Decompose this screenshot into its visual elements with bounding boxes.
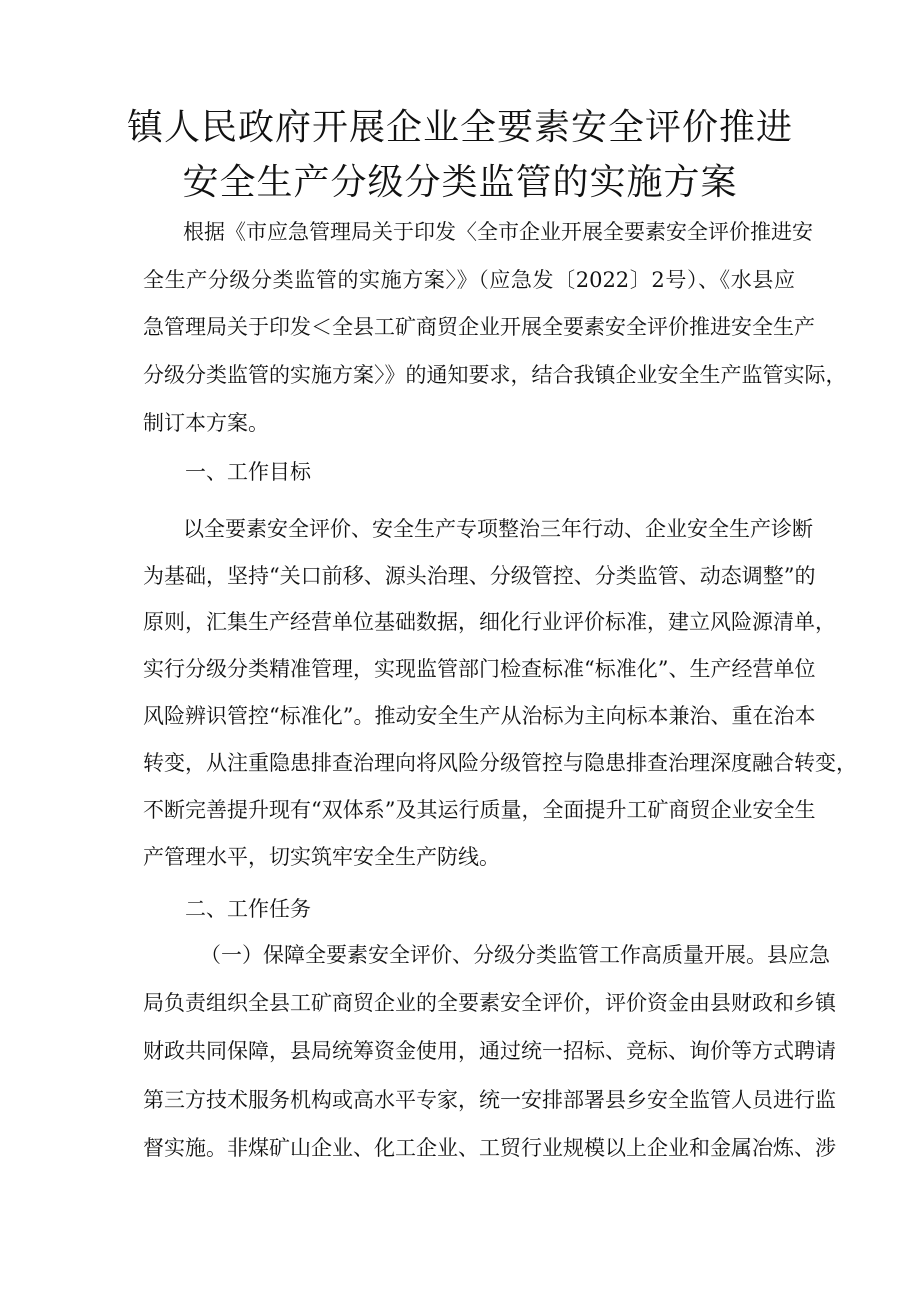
section-heading-goals: 一、工作目标 [185, 460, 311, 484]
section1-line: 风险辨识管控“标准化”。推动安全生产从治标为主向标本兼治、重在治本 [143, 704, 816, 728]
intro-line: 根据《市应急管理局关于印发〈全市企业开展全要素安全评价推进安 [183, 220, 813, 244]
document-title-line-1: 镇人民政府开展企业全要素安全评价推进 [126, 107, 793, 148]
section2-line: （一）保障全要素安全评价、分级分类监管工作高质量开展。县应急 [200, 943, 830, 967]
section1-line: 不断完善提升现有“双体系”及其运行质量，全面提升工矿商贸企业安全生 [143, 798, 816, 822]
section1-line: 原则，汇集生产经营单位基础数据，细化行业评价标准，建立风险源清单， [143, 610, 836, 634]
section-heading-tasks: 二、工作任务 [185, 897, 311, 921]
intro-line: 全生产分级分类监管的实施方案〉》（应急发〔2022〕2号）、《水县应 [143, 268, 795, 292]
intro-line: 急管理局关于印发＜全县工矿商贸企业开展全要素安全评价推进安全生产 [143, 315, 815, 339]
section1-line: 产管理水平，切实筑牢安全生产防线。 [143, 845, 500, 869]
section1-line: 以全要素安全评价、安全生产专项整治三年行动、企业安全生产诊断 [183, 517, 813, 541]
section2-line: 第三方技术服务机构或高水平专家，统一安排部署县乡安全监管人员进行监 [143, 1088, 836, 1112]
intro-line: 制订本方案。 [143, 411, 269, 435]
section2-line: 财政共同保障，县局统筹资金使用，通过统一招标、竞标、询价等方式聘请 [143, 1039, 836, 1063]
intro-line: 分级分类监管的实施方案〉》的通知要求，结合我镇企业安全生产监管实际， [143, 363, 847, 387]
section1-line: 转变，从注重隐患排查治理向将风险分级管控与隐患排查治理深度融合转变， [143, 751, 857, 775]
section2-line: 督实施。非煤矿山企业、化工企业、工贸行业规模以上企业和金属冶炼、涉 [143, 1136, 836, 1160]
section1-line: 为基础，坚持“关口前移、源头治理、分级管控、分类监管、动态调整”的 [143, 564, 816, 588]
section2-line: 局负责组织全县工矿商贸企业的全要素安全评价，评价资金由县财政和乡镇 [143, 991, 836, 1015]
section1-line: 实行分级分类精准管理，实现监管部门检查标准“标准化”、生产经营单位 [143, 657, 816, 681]
document-title-line-2: 安全生产分级分类监管的实施方案 [182, 162, 738, 203]
